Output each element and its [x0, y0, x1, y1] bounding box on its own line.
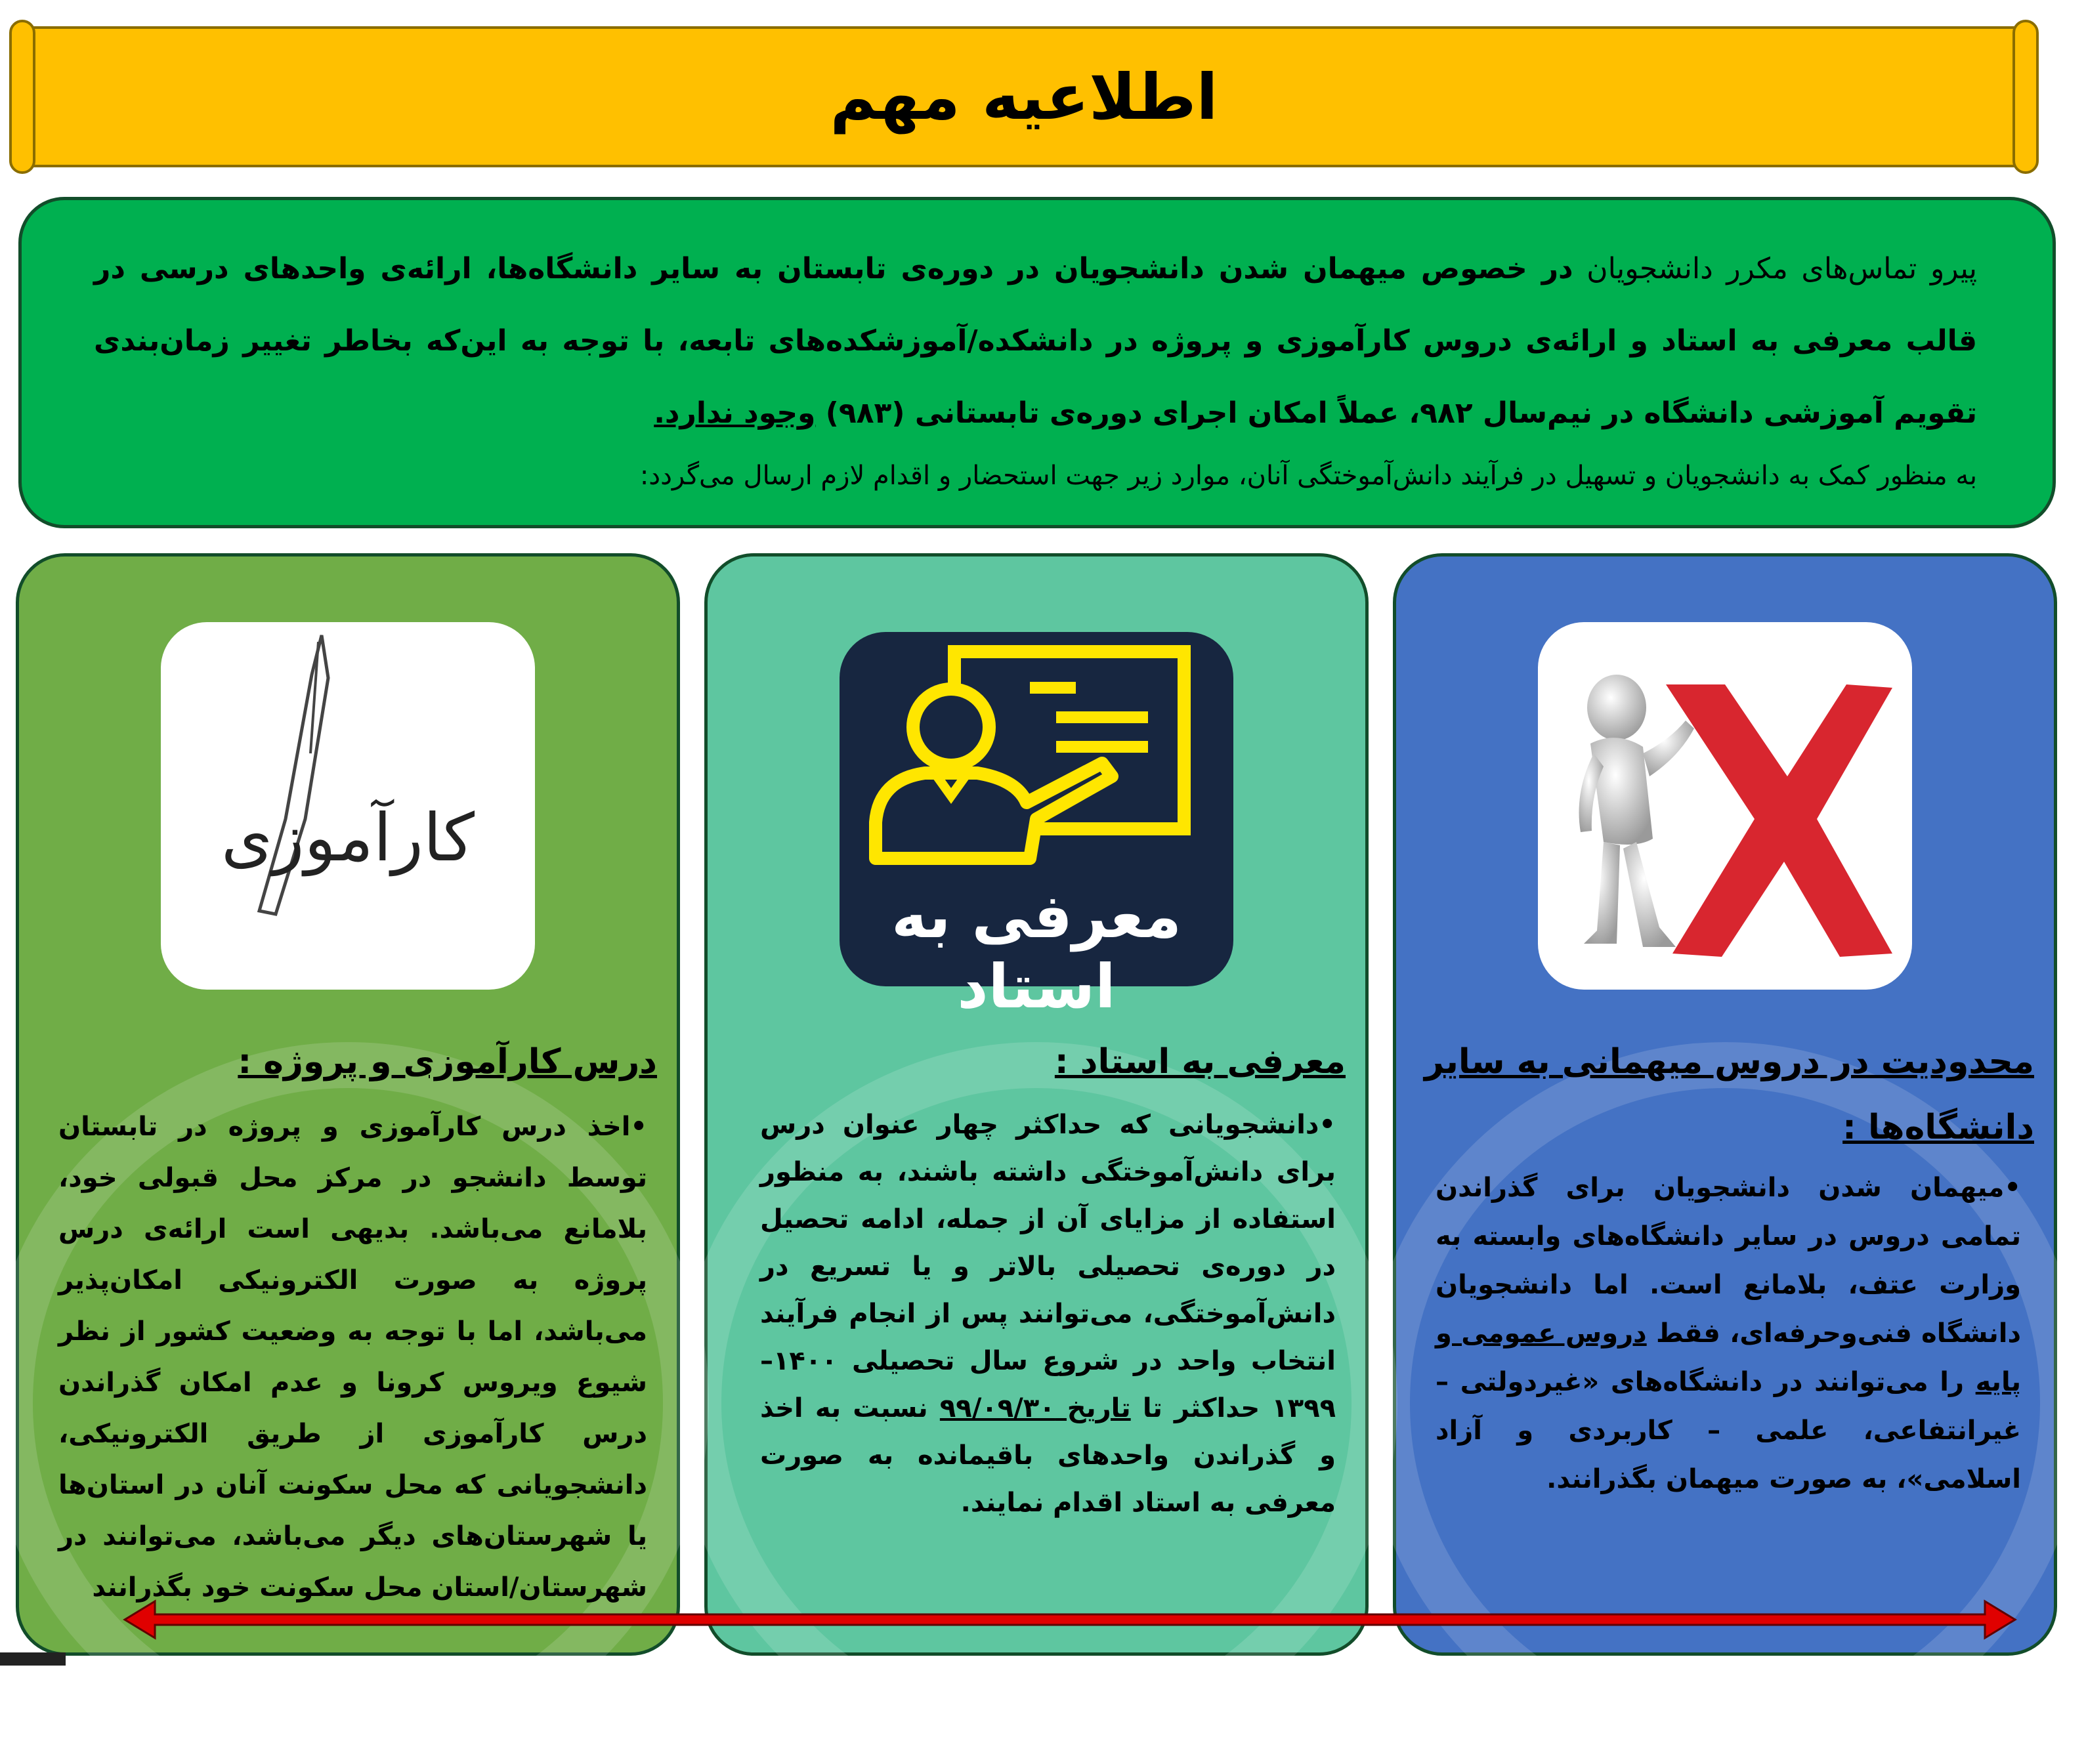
scroll-curl-left	[9, 20, 35, 174]
card-body-referral	[760, 1101, 1336, 1526]
card-body-guest-part1: •میهمان شدن دانشجویان برای گذراندن تمامی دروس در سایر دانشگاه‌های وابسته به وزارت عتف، بلامانع است. اما دانشجویان دانشگاه فنی‌وحرفه‌ای، فقط	[1436, 1173, 2021, 1349]
image-caption-referral: معرفی به استاد	[891, 881, 1181, 1022]
card-body-internship: •اخذ درس کارآموزی و پروژه در تابستان توسط دانشجو در مرکز محل قبولی خود، بلامانع می‌باشد. بدیهی است ارائه‌ی درس پروژه به صورت الکترونیکی امکان‌پذیر می‌باشد، اما با توجه به وضعیت کشور از نظر شیوع ویروس کرونا و عدم امکان گذراندن درس کارآموزی از طریق الکترونیکی، دانشجویانی که محل سکونت آنان در استان‌ها یا شهرستان‌های دیگر می‌باشد، می‌توانند در شهرستان/استان محل سکونت خود بگذرانند	[58, 1112, 647, 1603]
footer-logo	[0, 1652, 66, 1666]
intro-normal-text: پیرو تماس‌های مکرر دانشجویان	[1573, 252, 1977, 285]
card-title-guest: محدودیت در دروس میهمانی به سایر دانشگاه‌ها :	[1424, 1042, 2034, 1147]
intro-paragraph-1	[94, 233, 1977, 450]
card-title-referral: معرفی به استاد :	[1054, 1042, 1346, 1082]
intro-box	[18, 197, 2056, 528]
card-body-guest-underlined: دروس عمومی و پایه	[1436, 1318, 2021, 1397]
professor-referral-image	[840, 632, 1233, 1022]
double-headed-arrow	[125, 1601, 2015, 1638]
card-body-guest-part2: را می‌توانند در دانشگاه‌های «غیردولتی – غیرانتفاعی، علمی – کاربردی و آزاد اسلامی»، به صورت میهمان بگذرانند.	[1436, 1367, 2021, 1494]
scroll-curl-right	[2012, 20, 2039, 174]
card-body-referral-underlined: تاریخ ۹۹/۰۹/۳۰	[939, 1393, 1131, 1423]
guest-restriction-image	[1538, 622, 1912, 990]
intro-bold-text: در خصوص میهمان شدن دانشجویان در دوره‌ی تابستان به سایر دانشگاه‌ها، ارائه‌ی واحدهای درسی در قالب معرفی به استاد و ارائه‌ی دروس کارآموزی و پروژه در دانشکده/آموزشکده‌های تابعه، با توجه به این‌که بخاطر تغییر زمان‌بندی تقویم آموزشی دانشگاه در نیم‌سال ۹۸۲، عملاً امکان اجرای دوره‌ی تابستانی (۹۸۳)	[94, 252, 1977, 430]
card-guest-courses	[1393, 553, 2057, 1656]
intro-paragraph-2: به منظور کمک به دانشجویان و تسهیل در فرآیند دانش‌آموختگی آنان، موارد زیر جهت استحضار و اقدام لازم ارسال می‌گردد:	[639, 461, 1977, 491]
card-body-referral-part1: •دانشجویانی که حداکثر چهار عنوان درس برای دانش‌آموختگی داشته باشند، به منظور استفاده از مزایای آن از جمله، ادامه تحصیل در دوره‌ی تحصیلی بالاتر و یا تسریع در دانش‌آموختگی، می‌توانند پس از انجام فرآیند انتخاب واحد در شروع سال تحصیلی ۱۴۰۰–۱۳۹۹ حداکثر تا	[760, 1110, 1336, 1423]
page-title: اطلاعیه مهم	[830, 60, 1218, 134]
intro-underlined-text: وجود ندارد.	[654, 396, 816, 430]
card-body-guest	[1436, 1164, 2021, 1503]
internship-image	[161, 622, 535, 990]
card-professor-referral	[704, 553, 1369, 1656]
title-banner	[26, 26, 2022, 167]
card-body-referral-part2: نسبت به اخذ و گذراندن واحدهای باقیمانده به صورت معرفی به استاد اقدام نمایند.	[760, 1393, 1336, 1518]
card-internship-project	[16, 553, 680, 1656]
figure-with-x-icon	[1538, 622, 1912, 990]
image-caption-internship: کارآموزی	[221, 799, 475, 876]
card-title-internship: درس کارآموزی و پروژه :	[238, 1042, 657, 1082]
